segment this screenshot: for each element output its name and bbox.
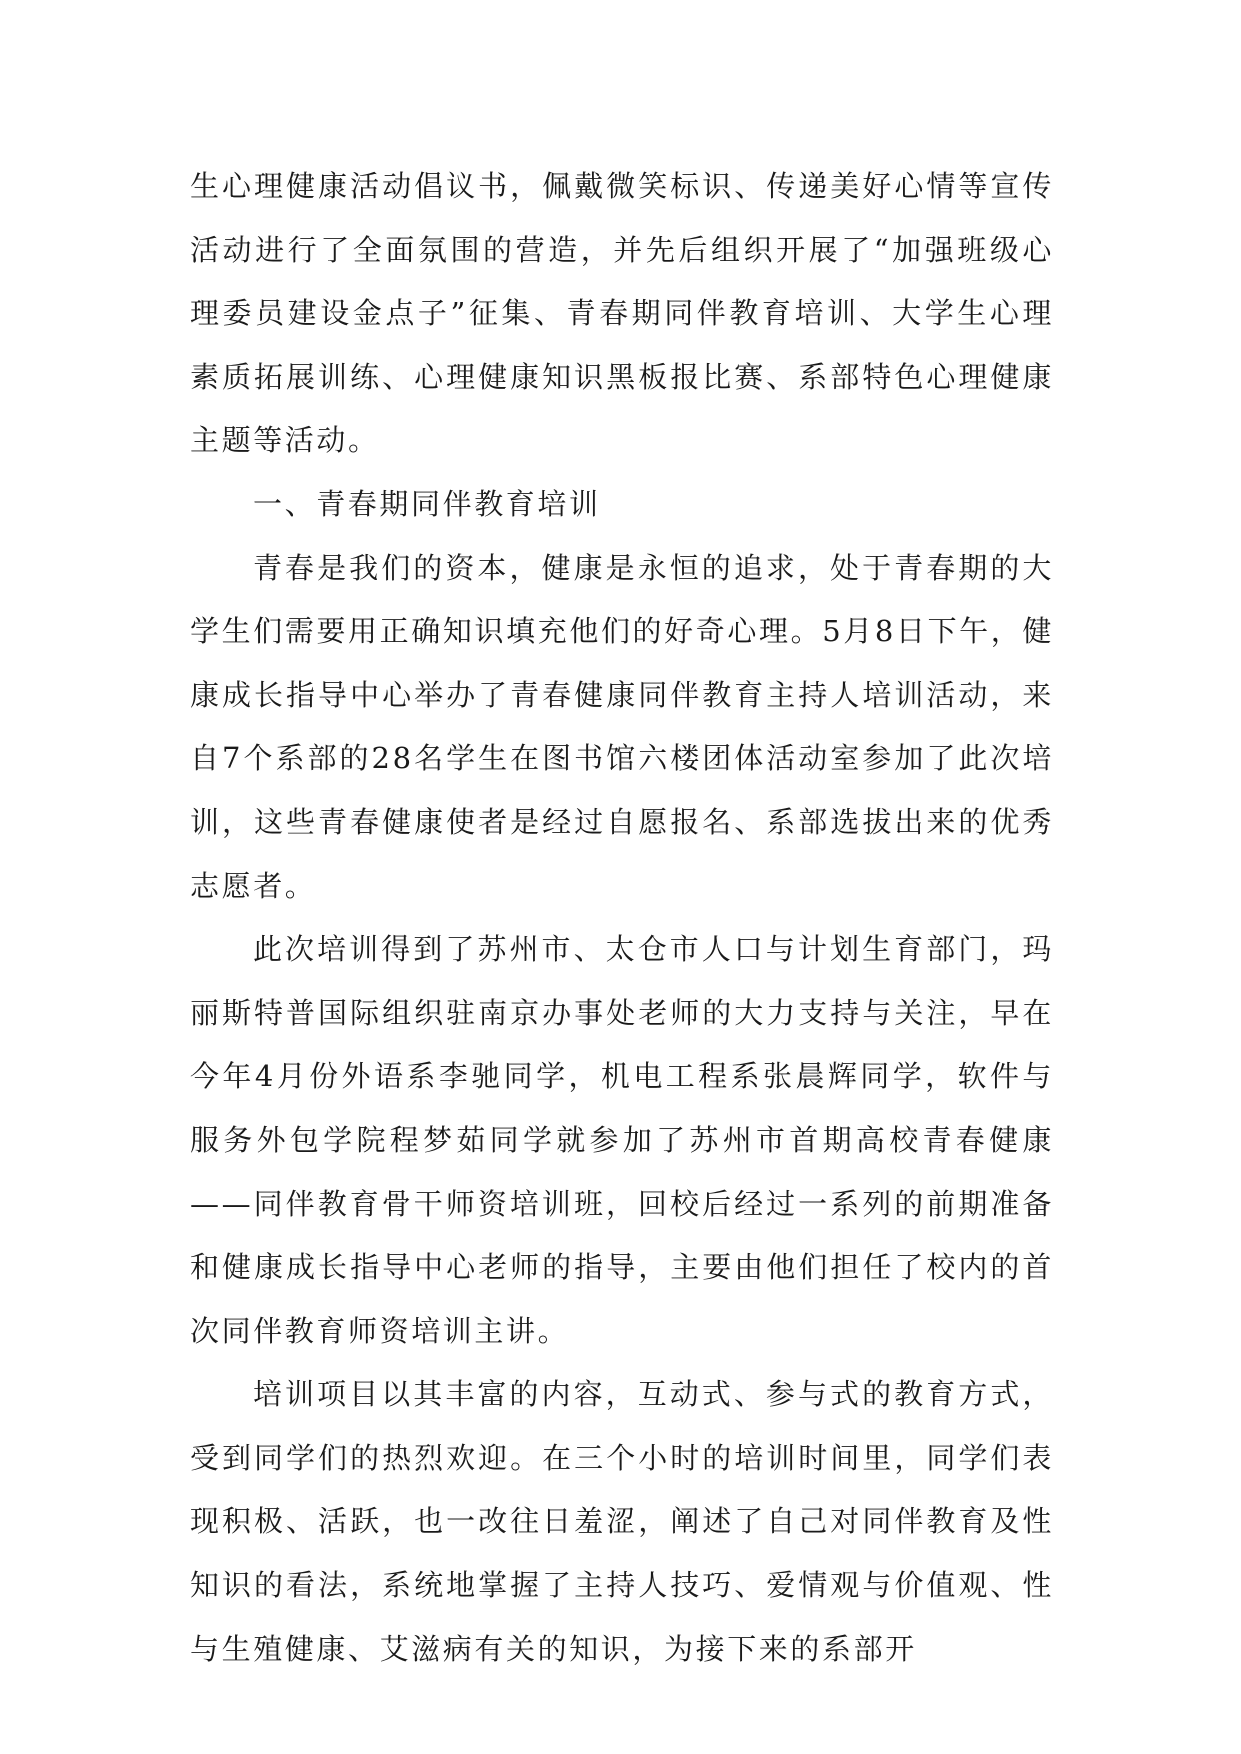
- paragraph-training-outcome: 培训项目以其丰富的内容，互动式、参与式的教育方式，受到同学们的热烈欢迎。在三个小时的培训时间里，同学们表现积极、活跃，也一改往日羞涩，阐述了自己对同伴教育及性知识的看法，系统地掌握了主持人技巧、爱情观与价值观、性与生殖健康、艾滋病有关的知识，为接下来的系部开: [190, 1377, 1054, 1666]
- paragraph-training-support: 此次培训得到了苏州市、太仓市人口与计划生育部门，玛丽斯特普国际组织驻南京办事处老师的大力支持与关注，早在今年4月份外语系李驰同学，机电工程系张晨辉同学，软件与服务外包学院程梦茹同学就参加了苏州市首期高校青春健康——同伴教育骨干师资培训班，回校后经过一系列的前期准备和健康成长指导中心老师的指导，主要由他们担任了校内的首次同伴教育师资培训主讲。: [190, 932, 1054, 1348]
- paragraph-intro-continued: 生心理健康活动倡议书，佩戴微笑标识、传递美好心情等宣传活动进行了全面氛围的营造，并先后组织开展了“加强班级心理委员建设金点子”征集、青春期同伴教育培训、大学生心理素质拓展训练、心理健康知识黑板报比赛、系部特色心理健康主题等活动。: [190, 169, 1054, 458]
- document-body: [190, 155, 1054, 1681]
- section-heading-peer-education: 一、青春期同伴教育培训: [253, 486, 601, 521]
- paragraph-youth-training: 青春是我们的资本，健康是永恒的追求，处于青春期的大学生们需要用正确知识填充他们的好奇心理。5月8日下午，健康成长指导中心举办了青春健康同伴教育主持人培训活动，来自7个系部的28名学生在图书馆六楼团体活动室参加了此次培训，这些青春健康使者是经过自愿报名、系部选拔出来的优秀志愿者。: [190, 550, 1054, 903]
